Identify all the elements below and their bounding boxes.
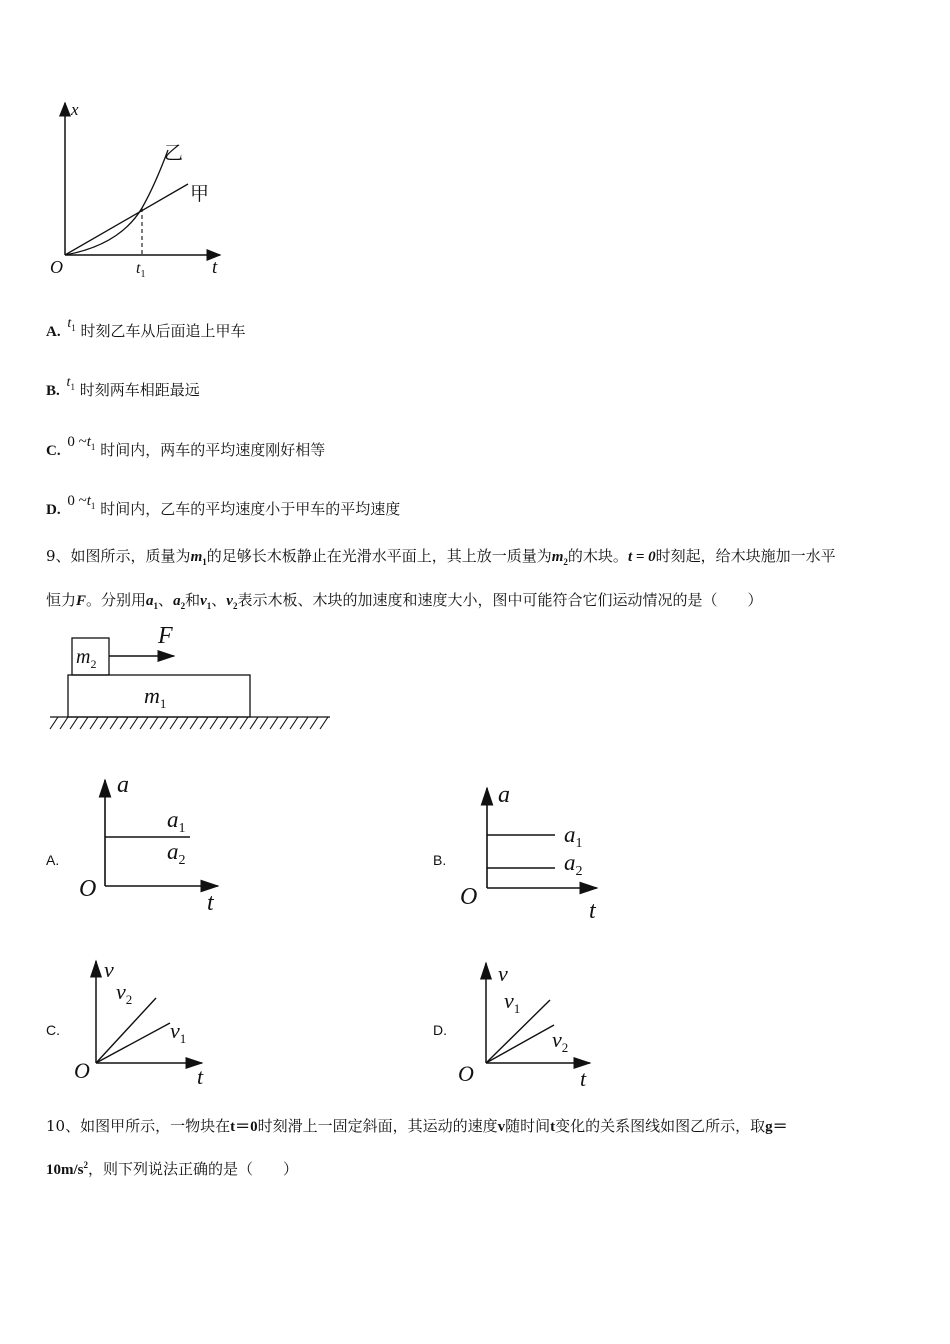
a2-label: $a_2$ [564,850,583,879]
q8-option-label: B. [46,383,60,399]
q8-option-text: 时刻乙车从后面追上甲车 [80,322,246,340]
force-label: F [158,623,173,649]
q8-option-a[interactable] [46,316,246,347]
v1-label: $v_1$ [504,988,521,1016]
q8-option-b[interactable] [46,375,200,406]
time-range-symbol: 0 $\sim t_1$ [67,493,96,511]
q9-option-label-d: D. [433,1022,447,1038]
q8-option-d[interactable] [46,493,401,525]
v1-line [96,1023,170,1063]
v2-label: $v_2$ [116,979,133,1007]
blocks-figure [46,618,336,736]
q8-option-text: 时间内，两车的平均速度刚好相等 [100,441,326,459]
time-range-symbol: 0 $\sim t_1$ [67,434,96,452]
question-9: 9、如图所示，质量为$m_1$的足够长木板静止在光滑水平面上，其上放一质量为$m_2$的木块。t = 0时刻起，给木块施加一水平 恒力F。分别用$a_1$、$a_2$和$v_1$、$v_2$表示木板、木块的加速度和速度大小，图中可能符合它们运动情况的是（ ） [46,547,836,611]
question-10: 10、如图甲所示，一物块在t＝0时刻滑上一固定斜面，其运动的速度v随时间t变化的关系图线如图乙所示，取g＝ $10m/s^2$，则下列说法正确的是（ ） [46,1117,788,1178]
t1-symbol: $t_1$ [67,316,76,333]
t1-symbol: $t_1$ [66,375,75,392]
v2-label: $v_2$ [552,1027,569,1055]
q9-graph-a[interactable] [75,770,235,915]
a2-label: $a_2$ [167,839,186,868]
origin-label: O [79,876,97,902]
q8-option-label: C. [46,443,61,459]
y-axis-label: v [498,961,508,986]
board-m1-label: $m_1$ [144,683,167,711]
a1-label: $a_1$ [167,807,186,836]
q9-option-label-b: B. [433,852,447,868]
x-axis-label: t [207,890,214,916]
yi-curve [65,150,168,255]
q9-graph-b[interactable] [458,782,618,927]
q8-option-text: 时刻两车相距最远 [79,381,200,399]
y-axis-label: a [498,782,510,808]
x-axis-label: t [589,898,596,924]
xt-t1-label: $t_1$ [136,260,146,280]
y-axis-label: v [104,957,114,982]
q8-option-label: D. [46,502,61,518]
origin-label: O [74,1058,90,1083]
q9-graph-c[interactable] [70,955,220,1095]
q8-option-c[interactable] [46,434,326,466]
q9-option-label-a: A. [46,852,60,868]
xt-origin-label: O [50,257,63,277]
q8-option-label: A. [46,324,61,340]
block-m2-label: $m_2$ [76,646,97,671]
v2-line [486,1025,554,1063]
jia-label: 甲 [190,184,210,205]
v2-line [96,998,156,1063]
xt-axis-t-label: t [212,257,218,278]
y-axis-label: a [117,772,129,798]
q9-graph-d[interactable] [456,957,606,1097]
q8-option-text: 时间内，乙车的平均速度小于甲车的平均速度 [100,500,401,518]
v1-label: $v_1$ [170,1018,187,1046]
jia-line [65,184,188,255]
q9-option-label-c: C. [46,1022,60,1038]
xt-axis-x-label: x [71,100,79,119]
yi-label: 乙 [164,143,184,164]
a1-label: $a_1$ [564,822,583,851]
origin-label: O [458,1061,474,1086]
ground-hatch [50,717,328,729]
origin-label: O [460,884,478,910]
x-axis-label: t [580,1066,587,1091]
x-axis-label: t [197,1064,204,1089]
xt-graph [40,95,240,285]
